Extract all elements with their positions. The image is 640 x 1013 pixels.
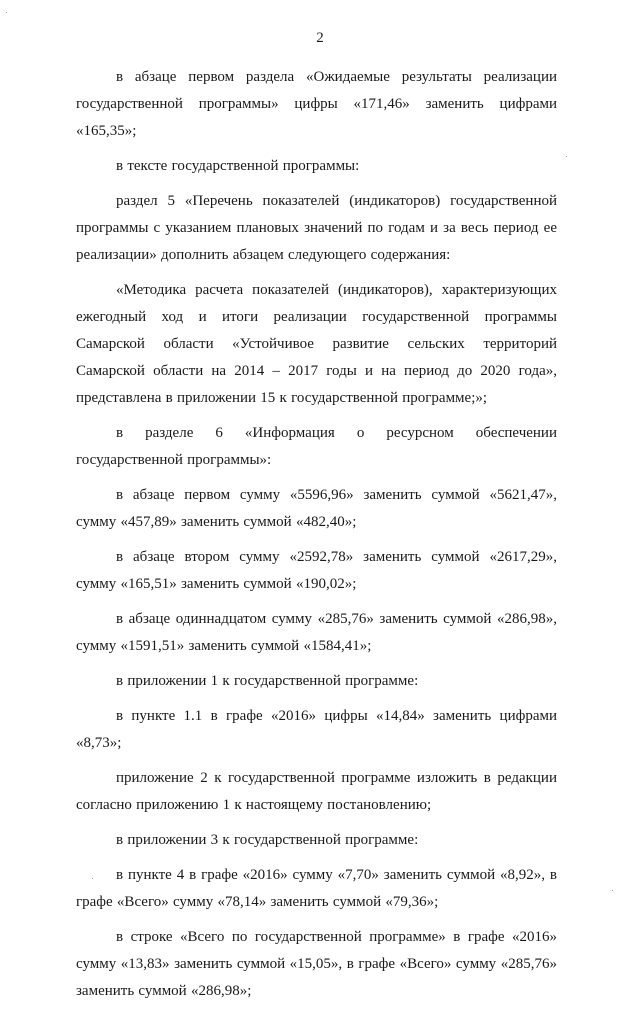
scan-speck	[612, 890, 613, 891]
paragraph: раздел 5 «Перечень показателей (индикаторов) государственной программы с указанием плановых значений по годам и за весь период ее реализации» дополнить абзацем следующего содержания:	[76, 193, 557, 263]
paragraph: в пункте 4 в графе «2016» сумму «7,70» заменить суммой «8,92», в графе «Всего» сумму «78,14» заменить суммой «79,36»;	[76, 867, 557, 910]
paragraph: в абзаце первом раздела «Ожидаемые результаты реализации государственной программы» цифры «171,46» заменить цифрами «165,35»;	[76, 69, 557, 139]
paragraph: в строке «Всего по государственной программе» в графе «2016» сумму «13,83» заменить суммой «15,05», в графе «Всего» сумму «285,76» заменить суммой «286,98»;	[76, 929, 557, 999]
document-body	[76, 64, 557, 1013]
paragraph: в абзаце первом сумму «5596,96» заменить суммой «5621,47», сумму «457,89» заменить суммой «482,40»;	[76, 487, 557, 530]
paragraph: приложение 2 к государственной программе изложить в редакции согласно приложению 1 к настоящему постановлению;	[76, 770, 557, 813]
paragraph: «Методика расчета показателей (индикаторов), характеризующих ежегодный ход и итоги реализации государственной программы Самарской области «Устойчивое развитие сельских территорий Самарской области на 2014 – 2017 годы и на период до 2020 года», представлена в приложении 15 к государственной программе;»;	[76, 282, 557, 406]
paragraph: в тексте государственной программы:	[116, 158, 360, 174]
scan-speck	[566, 156, 567, 157]
page-number: 2	[316, 30, 324, 46]
paragraph: в разделе 6 «Информация о ресурсном обеспечении государственной программы»:	[76, 425, 557, 468]
paragraph: в пункте 1.1 в графе «2016» цифры «14,84» заменить цифрами «8,73»;	[76, 708, 557, 751]
paragraph: в абзаце одиннадцатом сумму «285,76» заменить суммой «286,98», сумму «1591,51» заменить суммой «1584,41»;	[76, 611, 557, 654]
scan-speck	[92, 878, 93, 879]
paragraph: в приложении 1 к государственной программе:	[116, 673, 419, 689]
paragraph: в приложении 3 к государственной программе:	[116, 832, 419, 848]
scan-speck	[6, 12, 7, 13]
paragraph: в абзаце втором сумму «2592,78» заменить суммой «2617,29», сумму «165,51» заменить суммой «190,02»;	[76, 549, 557, 592]
